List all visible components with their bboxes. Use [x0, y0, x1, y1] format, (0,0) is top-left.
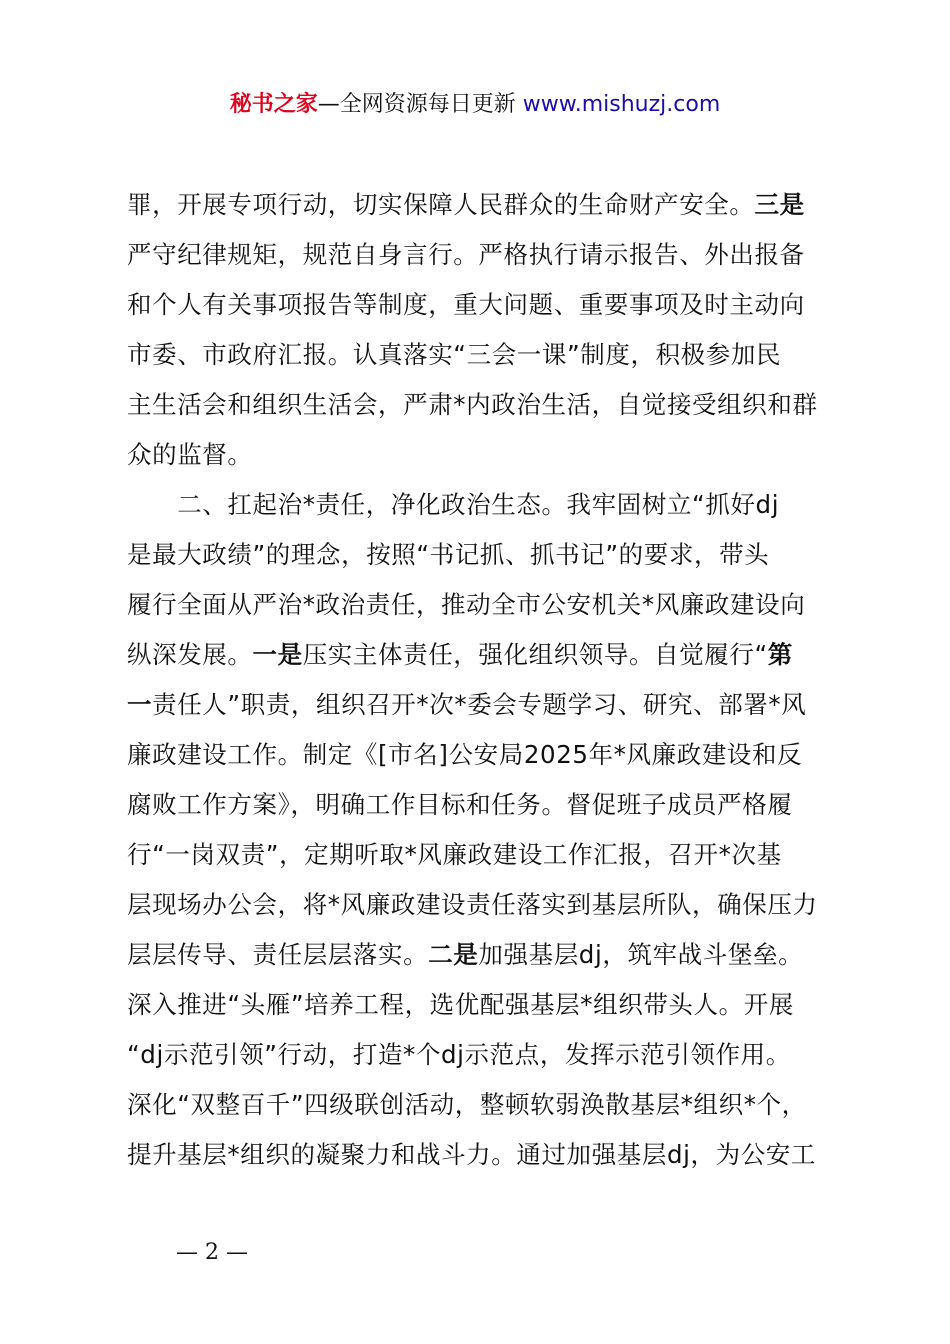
- text-segment: 深入推进“头雁”培养工程，选优配强基层*组织带头人。开展: [127, 990, 794, 1019]
- text-line: [127, 830, 837, 880]
- text-line: [127, 980, 837, 1030]
- site-url-link[interactable]: www.mishuzj.com: [522, 92, 721, 117]
- text-segment: 责任人”职责，组织召开*次*委会专题学习、研究、部署*风: [152, 690, 807, 719]
- text-segment: 主生活会和组织生活会，严肃*内政治生活，自觉接受组织和群: [127, 390, 818, 419]
- bold-marker: 三是: [754, 190, 805, 219]
- text-segment: 廉政建设工作。制定《[市名]公安局2025年*风廉政建设和反: [127, 740, 803, 769]
- text-segment: 层层传导、责任层层落实。: [127, 940, 429, 969]
- bold-marker: 一是: [252, 640, 303, 669]
- text-line: [127, 630, 837, 680]
- text-line: [127, 580, 837, 630]
- text-segment: 深化“双整百千”四级联创活动，整顿软弱涣散基层*组织*个，: [127, 1090, 807, 1119]
- text-segment: 罪，开展专项行动，切实保障人民群众的生命财产安全。: [127, 190, 755, 219]
- text-segment: 市委、市政府汇报。认真落实“三会一课”制度，积极参加民: [127, 340, 782, 369]
- site-brand: 秘书之家: [229, 92, 318, 117]
- text-line: [127, 1030, 837, 1080]
- bold-marker: 一: [127, 690, 153, 719]
- text-segment: “dj示范引领”行动，打造*个dj示范点，发挥示范引领作用。: [127, 1040, 791, 1069]
- text-line: [127, 680, 837, 730]
- text-segment: 层现场办公会，将*风廉政建设责任落实到基层所队，确保压力: [127, 890, 818, 919]
- page-number: — 2 —: [176, 1240, 248, 1265]
- text-line: [127, 380, 837, 430]
- text-line: [127, 530, 837, 580]
- text-segment: 提升基层*组织的凝聚力和战斗力。通过加强基层dj，为公安工: [127, 1140, 817, 1169]
- text-segment: 行“一岗双责”，定期听取*风廉政建设工作汇报，召开*次基: [127, 840, 782, 869]
- site-header: [0, 88, 950, 122]
- text-segment: 严守纪律规矩，规范自身言行。严格执行请示报告、外出报备: [127, 240, 805, 269]
- text-segment: 纵深发展。: [127, 640, 253, 669]
- text-line: [127, 180, 837, 230]
- text-segment: 二、扛起治*责任，净化政治生态。我牢固树立“抓好dj: [127, 490, 780, 519]
- bold-marker: 二是: [428, 940, 479, 969]
- text-segment: 履行全面从严治*政治责任，推动全市公安机关*风廉政建设向: [127, 590, 806, 619]
- text-line: [127, 880, 837, 930]
- text-segment: 压实主体责任，强化组织领导。自觉履行“: [302, 640, 768, 669]
- text-line: [127, 1130, 837, 1180]
- text-segment: 众的监督。: [127, 440, 253, 469]
- text-line: [127, 480, 837, 530]
- text-line: [127, 930, 837, 980]
- text-segment: 和个人有关事项报告等制度，重大问题、重要事项及时主动向: [127, 290, 805, 319]
- text-line: [127, 1080, 837, 1130]
- text-segment: 是最大政绩”的理念，按照“书记抓、抓书记”的要求，带头: [127, 540, 770, 569]
- text-line: [127, 330, 837, 380]
- text-line: [127, 430, 837, 480]
- document-body: [127, 180, 837, 1180]
- bold-marker: 第: [767, 640, 793, 669]
- text-line: [127, 730, 837, 780]
- text-line: [127, 780, 837, 830]
- text-segment: 加强基层dj，筑牢战斗堡垒。: [478, 940, 804, 969]
- text-line: [127, 280, 837, 330]
- text-segment: 腐败工作方案》，明确工作目标和任务。督促班子成员严格履: [127, 790, 793, 819]
- text-line: [127, 230, 837, 280]
- site-tagline: —全网资源每日更新: [317, 92, 516, 117]
